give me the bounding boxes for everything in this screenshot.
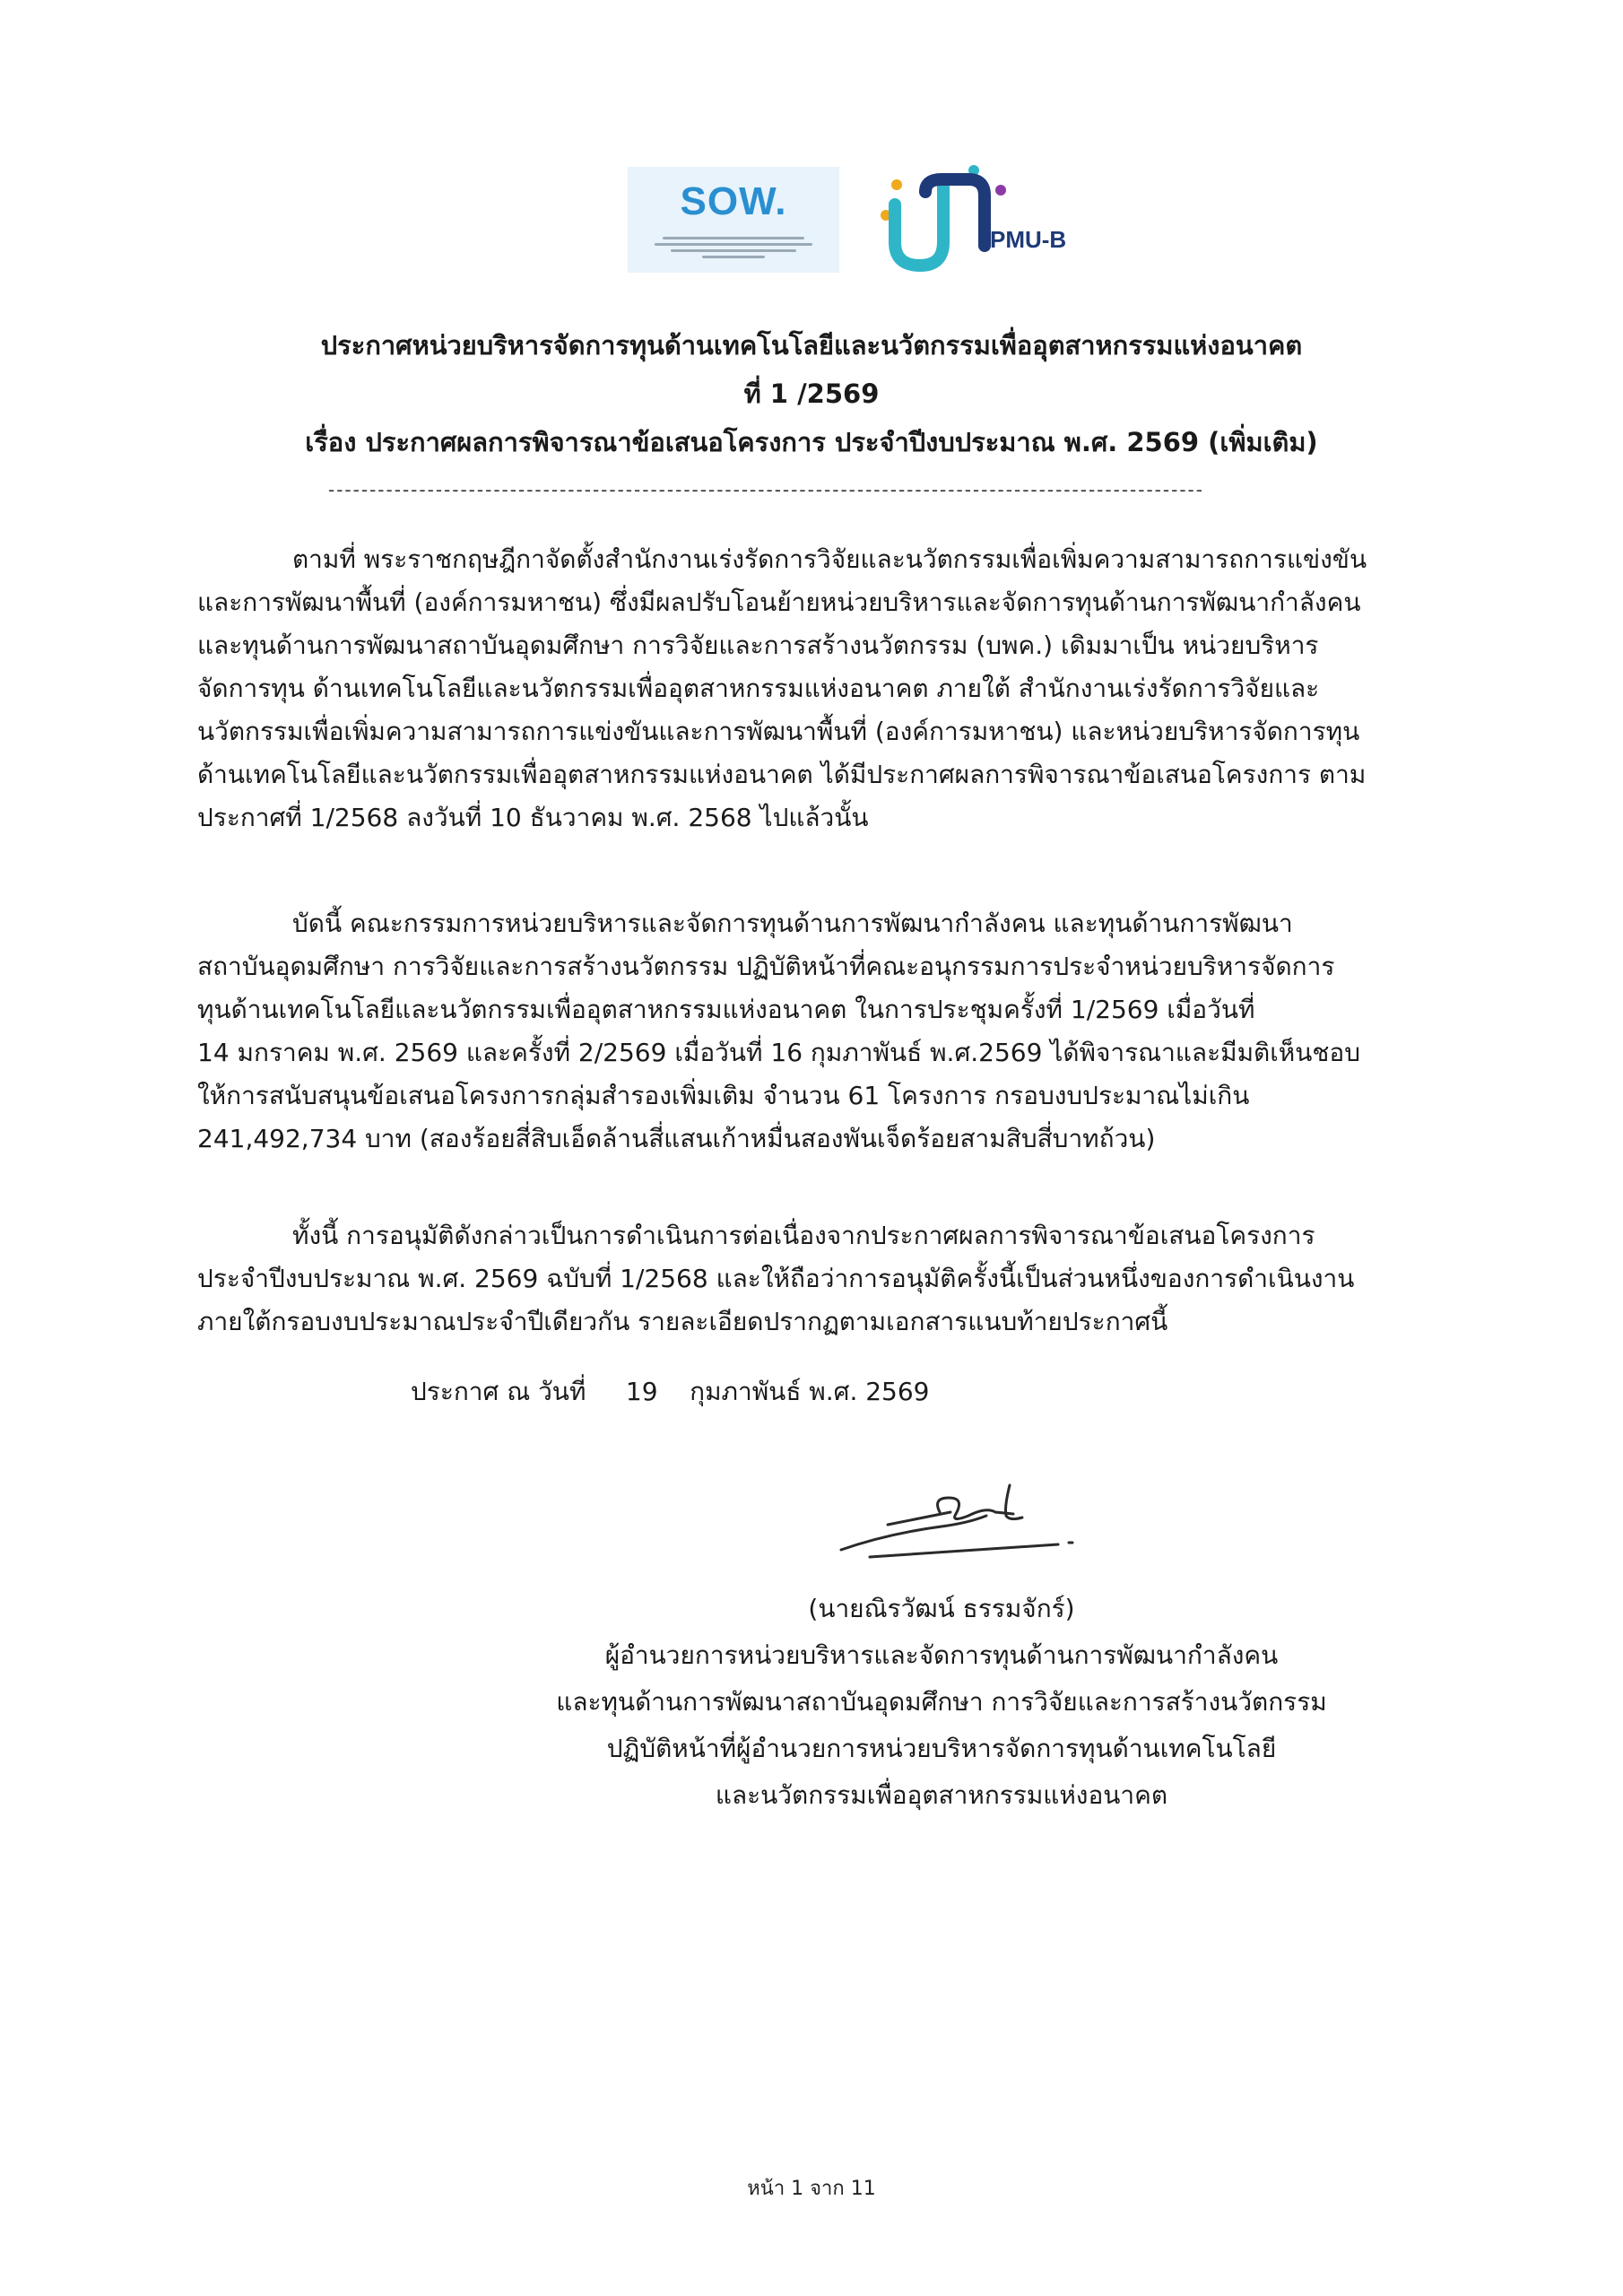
paragraph-3 [197,1214,1433,1344]
sow-logo-mark: SOW. [680,179,787,223]
text-line: 14 มกราคม พ.ศ. 2569 และครั้งที่ 2/2569 เมื่อวันที่ 16 กุมภาพันธ์ พ.ศ.2569 ได้พิจารณาและมีมติเห็นชอบ [197,1038,1360,1067]
sow-logo [628,167,839,273]
text-line: ให้การสนับสนุนข้อเสนอโครงการกลุ่มสำรองเพิ่มเติม จำนวน 61 โครงการ กรอบงบประมาณไม่เกิน [197,1081,1250,1110]
text-line: บัดนี้ คณะกรรมการหน่วยบริหารและจัดการทุนด้านการพัฒนากำลังคน และทุนด้านการพัฒนา [292,909,1293,938]
text-line: ด้านเทคโนโลยีและนวัตกรรมเพื่ออุตสาหกรรมแห่งอนาคต ได้มีประกาศผลการพิจารณาข้อเสนอโครงการ ตาม [197,760,1367,789]
svg-text:PMU-B: PMU-B [990,226,1067,253]
dashed-divider: ---------------------------------------------------------------------------------------------------------- [328,479,1204,500]
announcement-title: ประกาศหน่วยบริหารจัดการทุนด้านเทคโนโลยีและนวัตกรรมเพื่ออุตสาหกรรมแห่งอนาคต [320,330,1303,361]
text-line: ทุนด้านเทคโนโลยีและนวัตกรรมเพื่ออุตสาหกรรมแห่งอนาคต ในการประชุมครั้งที่ 1/2569 เมื่อวันที่ [197,995,1255,1024]
signatory-title-line: ผู้อำนวยการหน่วยบริหารและจัดการทุนด้านการพัฒนากำลังคน [604,1640,1279,1670]
paragraph-2 [197,902,1433,1161]
logo-row [0,160,1623,285]
signatory-title-line: และทุนด้านการพัฒนาสถาบันอุดมศึกษา การวิจัยและการสร้างนวัตกรรม [556,1687,1327,1717]
text-line: ทั้งนี้ การอนุมัติดังกล่าวเป็นการดำเนินการต่อเนื่องจากประกาศผลการพิจารณาข้อเสนอโครงการ [292,1221,1315,1250]
text-line: นวัตกรรมเพื่อเพิ่มความสามารถการแข่งขันและการพัฒนาพื้นที่ (องค์การมหาชน) และหน่วยบริหารจัดการทุน [197,717,1360,746]
text-line: สถาบันอุดมศึกษา การวิจัยและการสร้างนวัตกรรม ปฏิบัติหน้าที่คณะอนุกรรมการประจำหน่วยบริหารจัดการ [197,952,1335,981]
text-line: ภายใต้กรอบงบประมาณประจำปีเดียวกัน รายละเอียดปรากฏตามเอกสารแนบท้ายประกาศนี้ [197,1307,1168,1336]
text-line: และการพัฒนาพื้นที่ (องค์การมหาชน) ซึ่งมีผลปรับโอนย้ายหน่วยบริหารและจัดการทุนด้านการพัฒนากำลังคน [197,587,1361,617]
page-number: หน้า 1 จาก 11 [747,2178,876,2200]
announcement-date: ประกาศ ณ วันที่ 19 กุมภาพันธ์ พ.ศ. 2569 [411,1377,930,1406]
signatory-title-line: และนวัตกรรมเพื่ออุตสาหกรรมแห่งอนาคต [715,1780,1168,1810]
text-line: ประจำปีงบประมาณ พ.ศ. 2569 ฉบับที่ 1/2568 และให้ถือว่าการอนุมัติครั้งนี้เป็นส่วนหนึ่งของการดำเนินงาน [197,1264,1355,1293]
paragraph-1 [197,538,1433,839]
text-line: 241,492,734 บาท (สองร้อยสี่สิบเอ็ดล้านสี่แสนเก้าหมื่นสองพันเจ็ดร้อยสามสิบสี่บาทถ้วน) [197,1124,1156,1153]
text-line: ตามที่ พระราชกฤษฎีกาจัดตั้งสำนักงานเร่งรัดการวิจัยและนวัตกรรมเพื่อเพิ่มความสามารถการแข่งขัน [292,544,1367,574]
text-line: จัดการทุน ด้านเทคโนโลยีและนวัตกรรมเพื่ออุตสาหกรรมแห่งอนาคต ภายใต้ สำนักงานเร่งรัดการวิจัยและ [197,674,1320,703]
sow-logo-tagline [655,233,812,262]
text-line: ประกาศที่ 1/2568 ลงวันที่ 10 ธันวาคม พ.ศ. 2568 ไปแล้วนั้น [197,803,869,832]
handwritten-signature [834,1471,1103,1570]
announcement-number: ที่ 1 /2569 [743,378,880,409]
signatory-name: (นายณิรวัฒน์ ธรรมจักร์) [808,1594,1075,1623]
pmu-b-logo [868,160,1067,278]
signatory-title-line: ปฏิบัติหน้าที่ผู้อำนวยการหน่วยบริหารจัดการทุนด้านเทคโนโลยี [606,1734,1277,1763]
text-line: และทุนด้านการพัฒนาสถาบันอุดมศึกษา การวิจัยและการสร้างนวัตกรรม (บพค.) เดิมมาเป็น หน่วยบริหาร [197,631,1319,660]
announcement-subject: เรื่อง ประกาศผลการพิจารณาข้อเสนอโครงการ ประจำปีงบประมาณ พ.ศ. 2569 (เพิ่มเติม) [305,427,1318,457]
